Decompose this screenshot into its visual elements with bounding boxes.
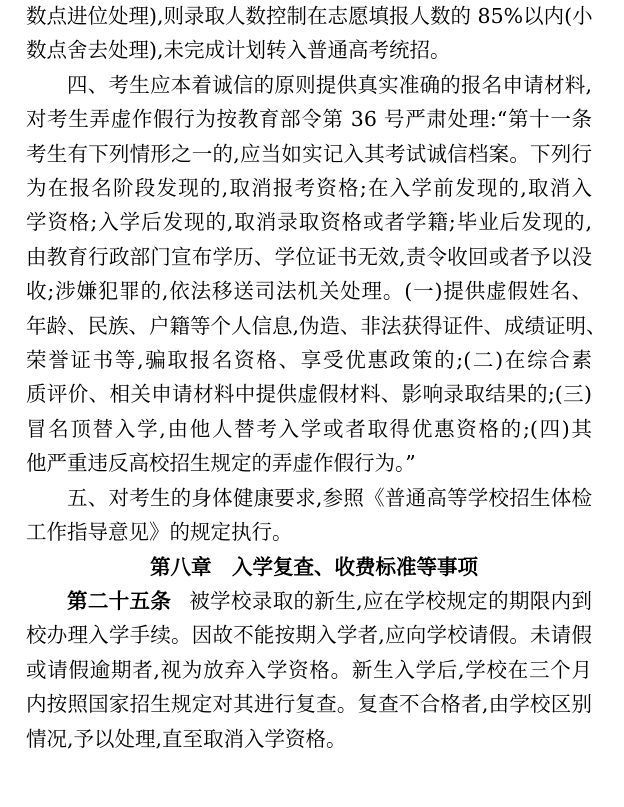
text-line: 内按照国家招生规定对其进行复查。复查不合格者,由学校区别 [26, 692, 592, 717]
text-line: 荣誉证书等,骗取报名资格、享受优惠政策的;(二)在综合素 [26, 348, 592, 373]
text-line: 或请假逾期者,视为放弃入学资格。新生入学后,学校在三个月 [26, 657, 592, 682]
article-25-first-line [26, 584, 592, 618]
text-line: 数点进位处理),则录取人数控制在志愿填报人数的 85%以内(小 [26, 4, 593, 28]
text-line: 为在报名阶段发现的,取消报考资格;在入学前发现的,取消入 [26, 176, 592, 201]
article-number: 第二十五条 [67, 588, 172, 613]
paragraph-start-section-five: 五、对考生的身体健康要求,参照《普通高等学校招生体检 [67, 485, 592, 510]
paragraph-start-section-four: 四、考生应本着诚信的原则提供真实准确的报名申请材料, [67, 72, 592, 97]
text-line: 学资格;入学后发现的,取消录取资格或者学籍;毕业后发现的, [26, 210, 592, 235]
chapter-heading: 第八章 入学复查、收费标准等事项 [150, 554, 478, 579]
text-line: 对考生弄虚作假行为按教育部令第 36 号严肃处理:“第十一条 [26, 107, 592, 132]
text-line: 他严重违反高校招生规定的弄虚作假行为。” [26, 451, 416, 476]
text-line: 由教育行政部门宣布学历、学位证书无效,责令收回或者予以没 [26, 244, 592, 269]
text-line: 数点舍去处理),未完成计划转入普通高考统招。 [26, 38, 451, 63]
text-line: 年龄、民族、户籍等个人信息,伪造、非法获得证件、成绩证明、 [26, 313, 607, 338]
text-line: 冒名顶替入学,由他人替考入学或者取得优惠资格的;(四)其 [26, 416, 592, 441]
text-line: 校办理入学手续。因故不能按期入学者,应向学校请假。未请假 [26, 623, 592, 648]
text-line: 质评价、相关申请材料中提供虚假材料、影响录取结果的;(三) [26, 382, 592, 407]
article-text: 被学校录取的新生,应在学校规定的期限内到 [189, 588, 593, 613]
text-line: 收;涉嫌犯罪的,依法移送司法机关处理。(一)提供虚假姓名、 [26, 279, 592, 304]
text-line: 考生有下列情形之一的,应当如实记入其考试诚信档案。下列行 [26, 141, 592, 166]
text-line: 工作指导意见》的规定执行。 [26, 520, 293, 545]
text-line: 情况,予以处理,直至取消入学资格。 [26, 726, 347, 751]
